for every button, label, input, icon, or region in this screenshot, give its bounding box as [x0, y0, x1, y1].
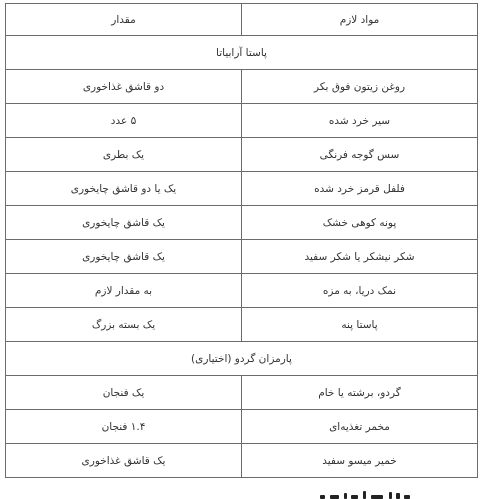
amount-cell: یک قاشق چایخوری [6, 240, 242, 274]
amount-cell: یک یا دو قاشق چایخوری [6, 172, 242, 206]
ingredients-table [5, 3, 478, 478]
ingredient-cell: سیر خرد شده [242, 104, 478, 138]
ingredient-cell: نمک دریا، به مزه [242, 274, 478, 308]
ingredient-column-header: مواد لازم [242, 4, 478, 36]
amount-cell: یک فنجان [6, 376, 242, 410]
ingredient-cell: خمیر میسو سفید [242, 444, 478, 478]
amount-cell: به مقدار لازم [6, 274, 242, 308]
section-heading-row [6, 342, 478, 376]
section-title-arrabbiata: پاستا آرابیاتا [6, 36, 478, 70]
amount-cell: یک بسته بزرگ [6, 308, 242, 342]
table-row [6, 138, 478, 172]
table-row [6, 444, 478, 478]
amount-cell: یک قاشق چایخوری [6, 206, 242, 240]
ingredient-cell: پاستا پنه [242, 308, 478, 342]
table-row [6, 70, 478, 104]
table-row [6, 376, 478, 410]
ingredient-cell: مخمر تغذیه‌ای [242, 410, 478, 444]
recipe-ingredients-sheet [5, 3, 477, 478]
ingredient-cell: گردو، برشته یا خام [242, 376, 478, 410]
ingredient-cell: فلفل قرمز خرد شده [242, 172, 478, 206]
table-row [6, 172, 478, 206]
cropped-heading-fragment [318, 489, 410, 499]
table-row [6, 410, 478, 444]
ingredient-cell: پونه کوهی خشک [242, 206, 478, 240]
section-title-walnut-parmesan: پارمزان گردو (اختیاری) [6, 342, 478, 376]
amount-cell: یک قاشق غذاخوری [6, 444, 242, 478]
amount-cell: ۵ عدد [6, 104, 242, 138]
table-row [6, 274, 478, 308]
section-heading-row [6, 36, 478, 70]
table-row [6, 308, 478, 342]
amount-cell: دو قاشق غذاخوری [6, 70, 242, 104]
table-row [6, 206, 478, 240]
amount-column-header: مقدار [6, 4, 242, 36]
ingredient-cell: روغن زیتون فوق بکر [242, 70, 478, 104]
table-row [6, 240, 478, 274]
table-header-row [6, 4, 478, 36]
amount-cell: یک بطری [6, 138, 242, 172]
amount-cell: ۱.۴ فنجان [6, 410, 242, 444]
table-row [6, 104, 478, 138]
ingredient-cell: شکر نیشکر یا شکر سفید [242, 240, 478, 274]
ingredient-cell: سس گوجه فرنگی [242, 138, 478, 172]
